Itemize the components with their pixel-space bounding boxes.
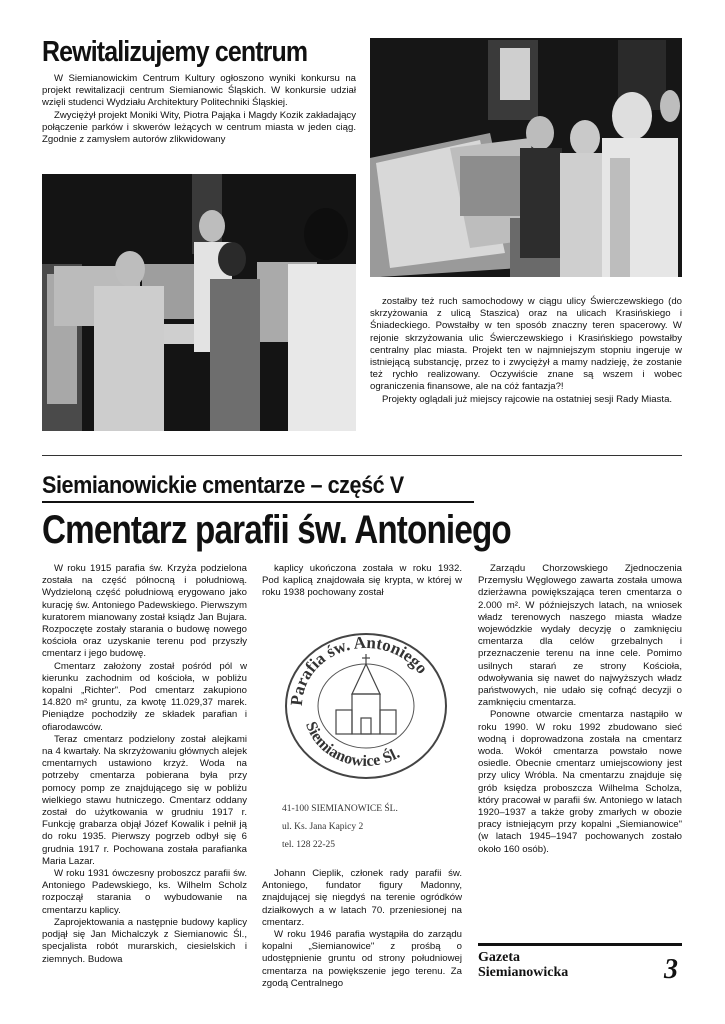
paragraph: zostałby też ruch samochodowy w ciągu ulicy Świerczewskiego (do skrzyżowania z ulicą Staszica) oraz na ulicach Krasińskiego i Śniadeckiego. Powstałby w ten sposób znaczny teren spacerowy. W rejonie skrzyżowania ulic Świerczewskiego i Krasińskiego powstałby centralny plac miasta. Projekt ten w najmniejszym stopniu ingeruje w istniejącą substancję, przez to i zwyciężył a mamy nadzieję, że zostanie też rychło realizowany. Oczywiście znane są wszem i wobec ograniczenia finansowe, ale na cóż fantazja?!	[370, 296, 682, 393]
page-number: 3	[664, 954, 678, 985]
exhibition-photo-small	[42, 174, 356, 431]
stamp-address-line-1: 41-100 SIEMIANOWICE ŚL.	[282, 804, 398, 814]
paragraph: Projekty oglądali już miejscy rajcowie na ostatniej sesji Rady Miasta.	[382, 393, 673, 405]
headline: Rewitalizujemy centrum	[42, 36, 308, 68]
article-column-2-bottom	[262, 868, 462, 990]
stamp-ring-text: Parafia św. Antoniego	[286, 632, 432, 707]
exhibition-photo-large	[370, 38, 682, 277]
paragraph: W Siemianowickim Centrum Kultury ogłoszono wyniki konkursu na projekt rewitalizacji centrum Siemianowic Śląskich. W konkursie udział wzięli studenci Wydziału Architektury Politechniki Śląskiej.	[42, 73, 356, 109]
article-column-3	[478, 563, 682, 856]
paragraph: Teraz cmentarz podzielony został alejkami na 4 kwartały. Na skrzyżowaniu głównych alejek cmentarnych ustawiono krzyż. Woda na potrzeby cmentarza pobierana była przy pomocy pomp ze znajdującego się w pobliżu wielkiego stawu hutniczego. Cmentarz oddany został do użytkowania w grudniu 1917 r. Funkcję grabarza objął Józef Kowalik i pełnił ją do roku 1935. Pierwszy pogrzeb odbył się 6 grudnia 1917 r. Pochowana została parafianka Maria Lazar.	[42, 733, 247, 867]
paragraph: Zarządu Chorzowskiego Zjednoczenia Przemysłu Węglowego zawarta została umowa dzierżawna powiększająca teren cmentarza o 2.000 m². W późniejszych latach, na wniosek władz terenowych naszego miasta władze wojewódzkie wydały decyzję o zamknięciu cmentarza dla celów grzebalnych i przeznaczenie terenu na inne cele. Pomimo usilnych starań ze strony Kościoła, odwoływania się nawet do najwyższych władz państwowych, nie udało się cofnąć decyzji o zamknięciu cmentarza.	[478, 563, 682, 709]
article-title: Cmentarz parafii św. Antoniego	[42, 508, 511, 552]
paragraph: W roku 1931 ówczesny proboszcz parafii św. Antoniego Padewskiego, ks. Wilhelm Scholz rozpoczął starania o wybudowanie na cmentarzu kaplicy.	[42, 868, 247, 916]
continuation-column	[370, 296, 682, 406]
paragraph: kaplicy ukończona została w roku 1932. Pod kaplicą znajdowała się krypta, w której w roku 1938 pochowany został	[262, 563, 462, 599]
paragraph: Ponowne otwarcie cmentarza nastąpiło w roku 1990. W roku 1992 zbudowano sieć wodną i doprowadzona została na cmentarz woda. Wokół cmentarza powstało nowe osiedle. Obecnie cmentarz umiejscowiony jest przy ulicy Wróbla. Na cmentarzu znajduje się grób księdza proboszcza Wilhelma Scholza, który pracował w parafii św. Antoniego w latach 1920–1937 a także groby zmarłych w obozie pracy istniejącym przy kopalni „Siemianowice" (w latach 1945–1947 pochowanych zostało około 160 osób).	[478, 709, 682, 855]
intro-column	[42, 73, 356, 146]
article-column-1	[42, 563, 247, 966]
series-title-underline	[42, 501, 474, 503]
section-divider	[42, 455, 682, 456]
stamp-bottom-text: Siemianowice Śl.	[302, 719, 403, 770]
footer-rule	[478, 943, 682, 946]
stamp-address-line-2: ul. Ks. Jana Kapicy 2	[282, 822, 364, 832]
paragraph: W roku 1915 parafia św. Krzyża podzielona została na część północną i południową. Wydzieloną część południową erygowano jako kurację św. Antoniego Padewskiego. Pierwszym kuratorem mianowany został ksiądz Jan Bujara. Rozpoczęte zostały starania o budowę nowego kościoła oraz uzyskanie terenu pod przyszły cmentarz i jego budowę.	[42, 563, 247, 660]
paragraph: W roku 1946 parafia wystąpiła do zarządu kopalni „Siemianowice" z prośbą o udostępnienie gruntu od strony południowej cmentarza na powiększenie jego terenu. Za zgodą Centralnego	[262, 929, 462, 989]
article-column-2-top	[262, 563, 462, 600]
church-drawing	[336, 654, 396, 734]
publication-name-line-1: Gazeta	[478, 950, 520, 965]
paragraph: Zaprojektowania a następnie budowy kaplicy podjął się Jan Michalczyk z Siemianowic Śl., specjalista robót murarskich, ciesielskich i ziemnych. Budowa	[42, 916, 247, 965]
publication-name-line-2: Siemianowicka	[478, 965, 569, 980]
series-title: Siemianowickie cmentarze – część V	[42, 472, 404, 499]
paragraph: Johann Cieplik, członek rady parafii św. Antoniego, fundator figury Madonny, znajdującej się niegdyś na terenie ogródków działkowych a w latach 70. przeniesionej na cmentarz.	[262, 868, 462, 928]
parish-stamp	[262, 614, 462, 864]
stamp-address-line-3: tel. 128 22-25	[282, 840, 336, 850]
publication-name	[478, 950, 598, 980]
paragraph: Zwyciężył projekt Moniki Wity, Piotra Pająka i Magdy Kozik zakładający połączenie parków i skwerów leżących w centrum miasta w jeden ciąg. Zgodnie z zamysłem autorów zlikwidowany	[42, 109, 356, 146]
paragraph: Cmentarz założony został pośród pól w kierunku zachodnim od kościoła, w pobliżu kopalni „Richter". Pod cmentarz zakupiono 14.820 m² gruntu, za kwotę 11.029,37 marek. Pieniądze pochodziły ze składek parafian i ofiarodawców.	[42, 660, 247, 733]
